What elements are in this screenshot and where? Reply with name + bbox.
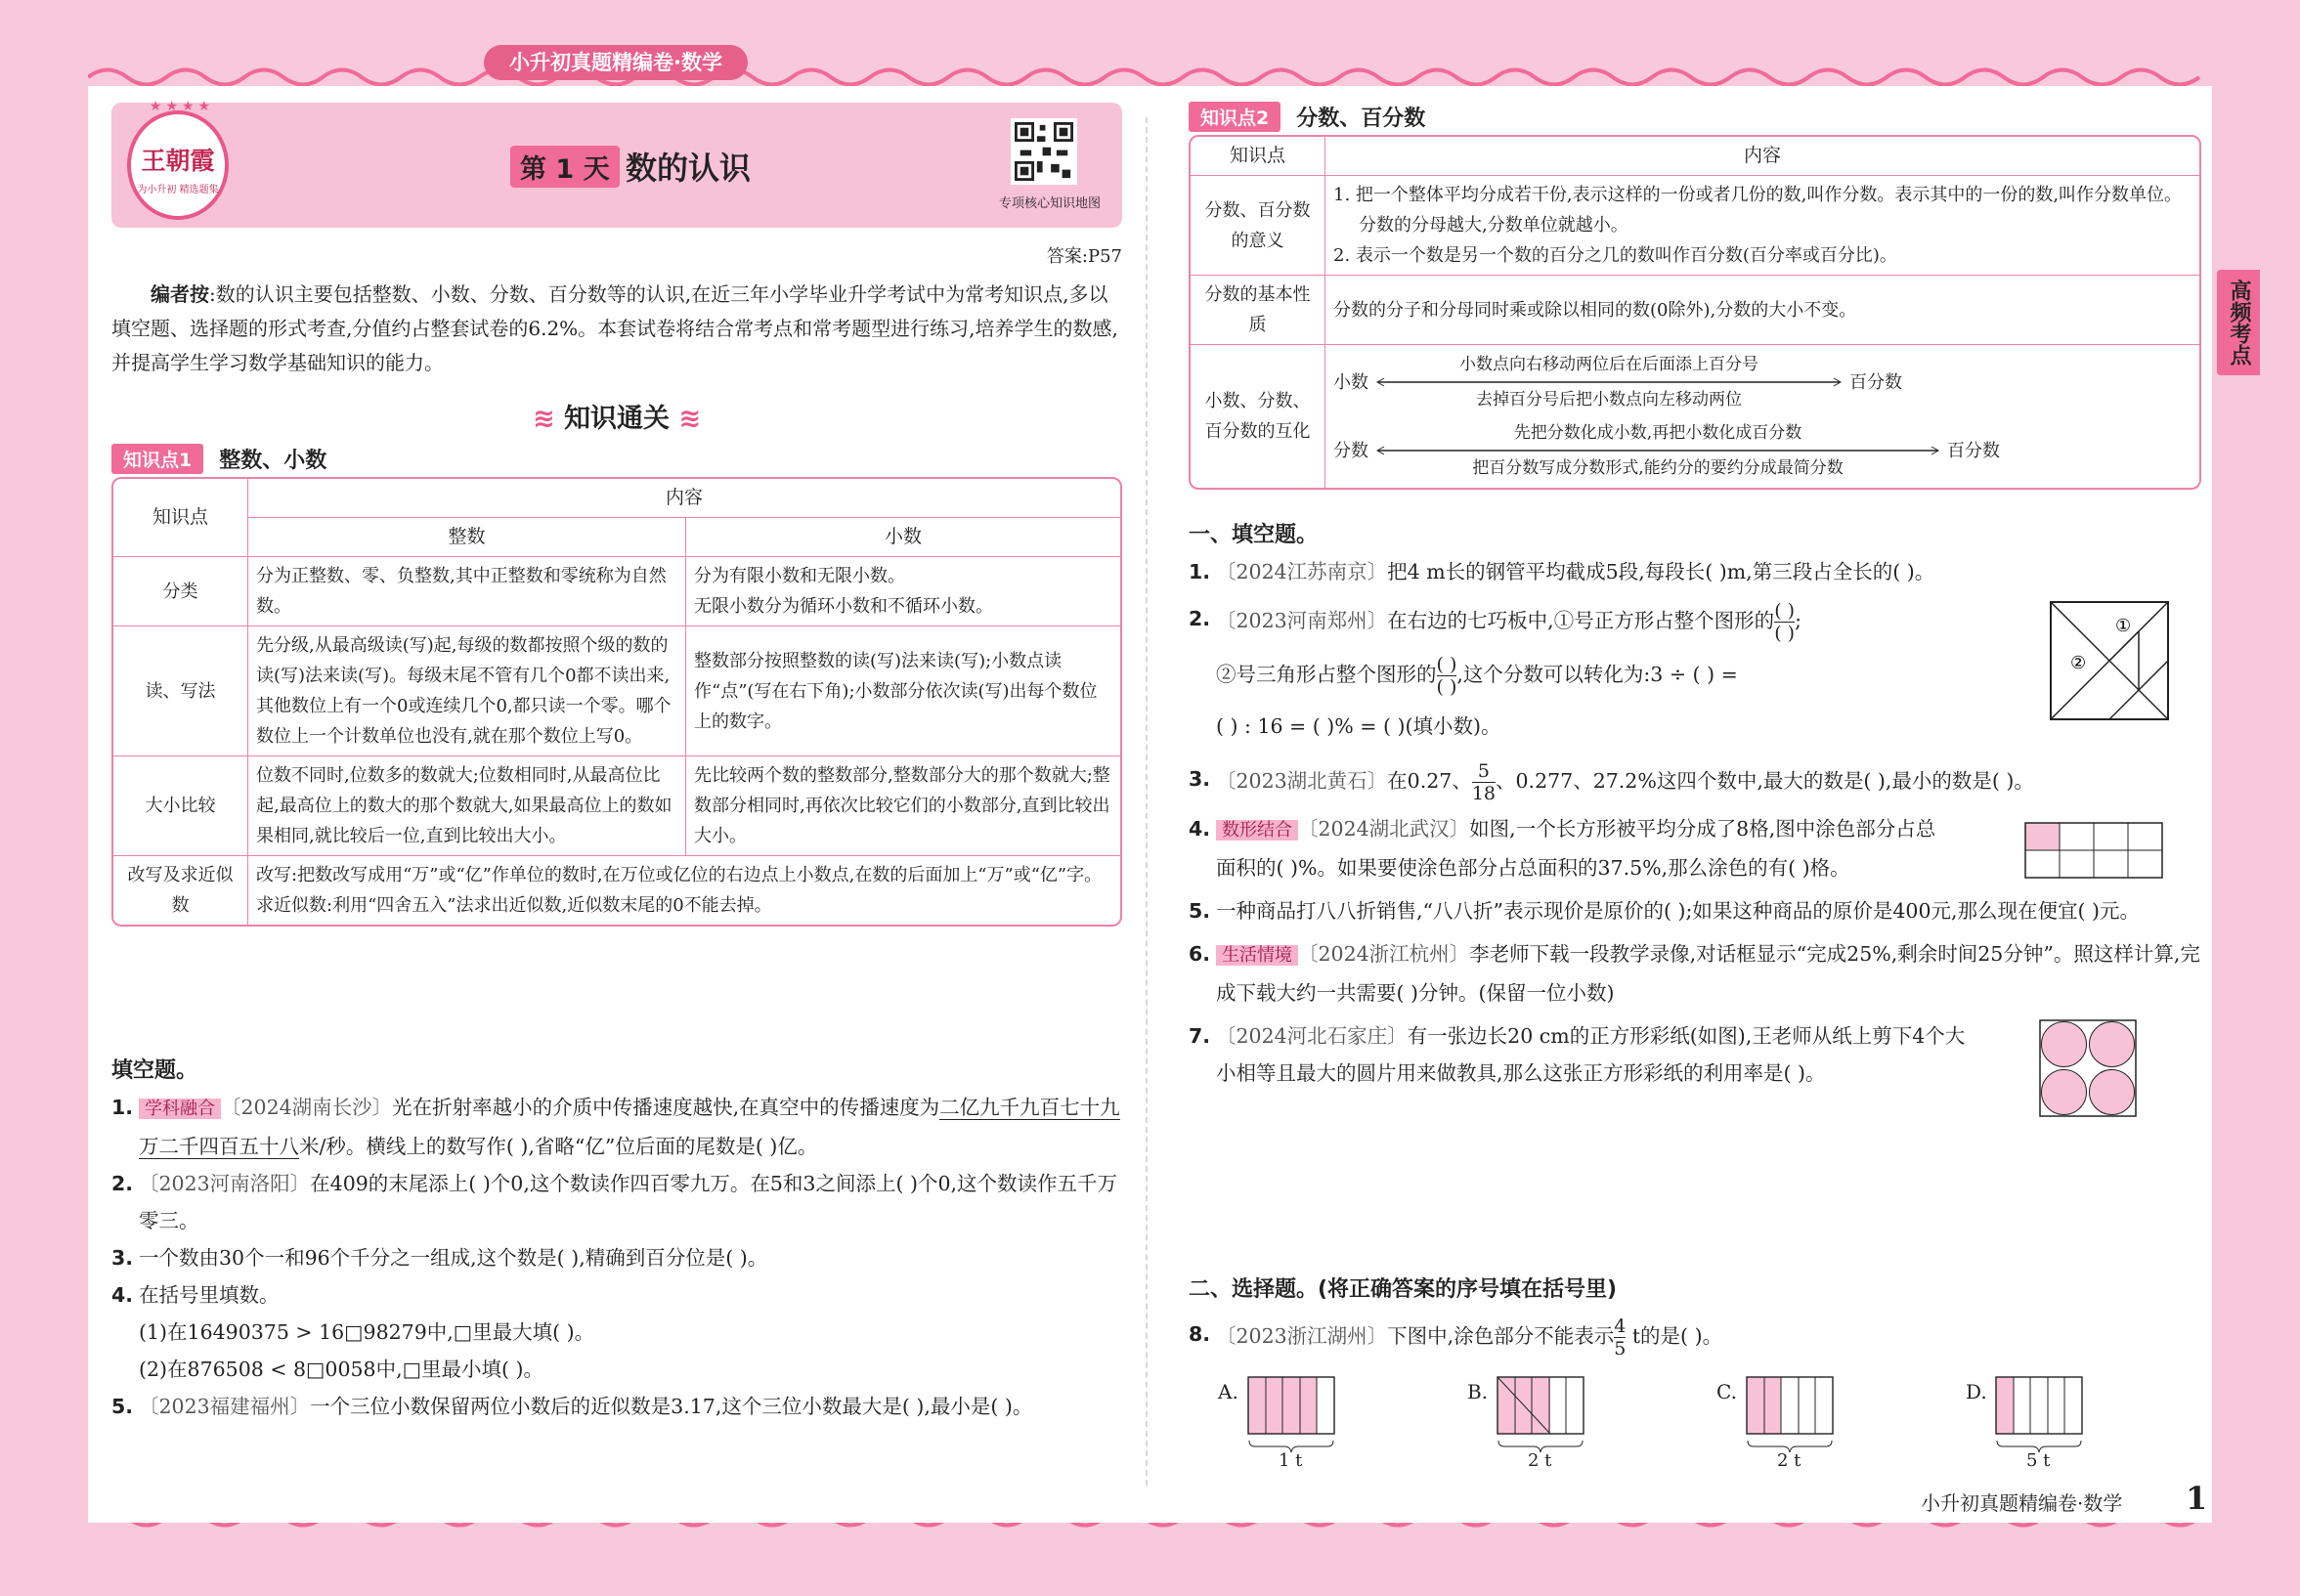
- table-row: 读、写法 先分级,从最高级读(写)起,每级的数都按照个级的数的读(写)法来读(写)。每级末尾不管有几个0都不读出来,其他数位上有一个0或连续几个0,都只读一个零。哪个数位上一个计数单位也没有,就在那个数位上写0。 整数部分按照整数的读(写)法来读(写);小数点读作“点”(写在右下角);小数部分依次读(写)出每个数位上的数字。: [113, 626, 1120, 756]
- conversion-decimal-percent: 小数 小数点向右移动两位后在后面添上百分号 去掉百分号后把小数点向左移动两位 百分数: [1333, 355, 1902, 410]
- question-item: 2. 〔2023河南郑州〕在右边的七巧板中,①号正方形占整个图形的 $\frac{( )}{( )}$ ; ②号三角形占整个图形的 $\frac{( )}{( )}$ ,这个分数可以转化为:3 ÷ ( ) = ( ) : 16 = ( )% = ( )(填小数)。 ① ②: [1189, 600, 2201, 756]
- four-circles-figure: [2039, 1019, 2137, 1117]
- running-header: 小升初真题精编卷·数学: [484, 45, 748, 80]
- kp1-heading: 知识点1 整数、小数: [111, 442, 1122, 475]
- double-arrow-icon: [1374, 376, 1844, 388]
- question-item: 2. 〔2023河南洛阳〕在409的末尾添上( )个0,这个数读作四百零九万。在5和3之间添上( )个0,这个数读作五千万零三。: [111, 1172, 1118, 1232]
- q8-options: A. 1 t B. 2 t C. 2 t D. 5 t: [1189, 1376, 2201, 1474]
- qr-label: 专项核心知识地图: [998, 196, 1101, 211]
- kp2-table: 知识点 内容 分数、百分数的意义 1. 把一个整体平均分成若干份,表示这样的一份或者几份的数,叫作分数。表示其中的一份的数,叫作分数单位。分数的分母越大,分数单位就越小。 2. 表示一个数是另一个数的百分之几的数叫作百分数(百分率或百分比)。 分数的基本性质 分数的分子和分母同时乘或除以相同的数(0除外),分数的大小不变。 小数、分数、百分数的互化 小数 小数点向右移动两位后在后面添上百分号 去掉百分号后把小数点向左移动两位 百分数 分数 先把分数化成小数,再把小数化成百分数 把百分数写成分数形式,能约分的要约分成最简分数 百分数: [1189, 135, 2201, 490]
- question-item: 5. 〔2023福建福州〕一个三位小数保留两位小数后的近似数是3.17,这个三位小数最大是( ),最小是( )。: [111, 1395, 1033, 1418]
- question-item: 4. 在括号里填数。 (1)在16490375 > 16□98279中,□里最大填( )。 (2)在876508 < 8□0058中,□里最小填( )。: [111, 1283, 595, 1381]
- day-badge: 第 1 天: [510, 146, 620, 188]
- page-number: 1: [2186, 1480, 2208, 1517]
- left-questions: [111, 1089, 1122, 1425]
- table-row: 分数的基本性质 分数的分子和分母同时乘或除以相同的数(0除外),分数的大小不变。: [1191, 276, 2199, 345]
- kp2-heading: 知识点2 分数、百分数: [1189, 100, 2201, 133]
- question-item: 3. 〔2023湖北黄石〕在0.27、 $\frac{5}{18}$ 、0.277、27.2%这四个数中,最大的数是( ),最小的数是( )。: [1189, 760, 2034, 804]
- question-item: 1. 学科融合 〔2024湖南长沙〕光在折射率越小的介质中传播速度越快,在真空中的传播速度为二亿九千九百七十九万二千四百五十八米/秒。横线上的数写作( ),省略“亿”位后面的尾数是( )亿。: [111, 1096, 1120, 1158]
- day-header: [111, 99, 1122, 228]
- table-row: 改写及求近似数 改写:把数改写成用“万”或“亿”作单位的数时,在万位或亿位的右边点上小数点,在数的后面加上“万”或“亿”字。 求近似数:利用“四舍五入”法求出近似数,近似数末尾的0不能去掉。: [113, 856, 1120, 925]
- side-tab[interactable]: 高频考点: [2217, 270, 2260, 375]
- table-row: 分类 分为正整数、零、负整数,其中正整数和零统称为自然数。 分为有限小数和无限小数。 无限小数分为循环小数和不循环小数。: [113, 557, 1120, 626]
- question-item: 5. 一种商品打八八折销售,“八八折”表示现价是原价的( );如果这种商品的原价是400元,那么现在便宜( )元。: [1189, 899, 2141, 923]
- fill-heading: 一、填空题。: [1189, 523, 1319, 547]
- question-item: 3. 一个数由30个一和96个千分之一组成,这个数是( ),精确到百分位是( )。: [111, 1246, 768, 1270]
- question-item: 4. 数形结合 〔2024湖北武汉〕如图,一个长方形被平均分成了8格,图中涂色部分占总面积的( )%。如果要使涂色部分占总面积的37.5%,那么涂色的有( )格。: [1189, 810, 2201, 886]
- conversion-fraction-percent: 分数 先把分数化成小数,再把小数化成百分数 把百分数写成分数形式,能约分的要约分成最简分数 百分数: [1333, 423, 2000, 478]
- page-title: 数的认识: [626, 150, 752, 187]
- svg-text:①: ①: [2115, 616, 2132, 636]
- answer-reference: 答案:P57: [1046, 246, 1122, 267]
- double-arrow-icon: [1374, 445, 1941, 456]
- svg-text:②: ②: [2070, 653, 2087, 673]
- right-questions: [1189, 553, 2201, 1092]
- kp1-table: 知识点 内容 整数 小数 分类 分为正整数、零、负整数,其中正整数和零统称为自然数。 分为有限小数和无限小数。 无限小数分为循环小数和不循环小数。 读、写法 先分级,从最高级读(写)起,每级的数都按照个级的数的读(写)法来读(写)。每级末尾不管有几个0都不读出来,其他数位上有一个0或连续几个0,都只读一个零。哪个数位上一个计数单位也没有,就在那个数位上写0。 整数部分按照整数的读(写)法来读(写);小数点读作“点”(写在右下角);小数部分依次读(写)出每个数位上的数字。 大小比较 位数不同时,位数多的数就大;位数相同时,从最高位比起,最高位上的数大的那个数就大,如果最高位上的数如果相同,就比较后一位,直到比较出大小。 先比较两个数的整数部分,整数部分大的那个数就大;整数部分相同时,再依次比较它们的小数部分,直到比较出大小。 改写及求近似数 改写:把数改写成用“万”或“亿”作单位的数时,在万位或亿位的右边点上小数点,在数的后面加上“万”或“亿”字。 求近似数:利用“四舍五入”法求出近似数,近似数末尾的0不能去掉。: [111, 477, 1122, 927]
- table-row: 分数、百分数的意义 1. 把一个整体平均分成若干份,表示这样的一份或者几份的数,叫作分数。表示其中的一份的数,叫作分数单位。分数的分母越大,分数单位就越小。 2. 表示一个数是另一个数的百分之几的数叫作百分数(百分率或百分比)。: [1191, 176, 2199, 276]
- question-item: 6. 生活情境 〔2024浙江杭州〕李老师下载一段教学录像,对话框显示“完成25%,剩余时间25分钟”。照这样计算,完成下载大约一共需要( )分钟。(保留一位小数): [1189, 942, 2200, 1005]
- question-8: 8. 〔2023浙江湖州〕下图中,涂色部分不能表示 $\frac{4}{5}$ t的是( )。: [1189, 1316, 1723, 1359]
- intro-paragraph: 编者按:数的认识主要包括整数、小数、分数、百分数等的认识,在近三年小学毕业升学考试中为常考知识点,多以填空题、选择题的形式考查,分值约占整套试卷的6.2%。本套试卷将结合常考点和常考题型进行练习,培养学生的数感,并提高学生学习数学基础知识的能力。: [111, 282, 1118, 374]
- table-row: 大小比较 位数不同时,位数多的数就大;位数相同时,从最高位比起,最高位上的数大的那个数就大,如果最高位上的数如果相同,就比较后一位,直到比较出大小。 先比较两个数的整数部分,整数部分大的那个数就大;整数部分相同时,再依次比较它们的小数部分,直到比较出大小。: [113, 756, 1120, 856]
- brand-logo: ★★★★ 王朝霞 为小升初 精选题集: [127, 110, 229, 220]
- table-row: 小数、分数、百分数的互化 小数 小数点向右移动两位后在后面添上百分号 去掉百分号后把小数点向左移动两位 百分数 分数 先把分数化成小数,再把小数化成百分数 把百分数写成分数形式,能约分的要约分成最简分数 百分数: [1191, 345, 2199, 488]
- left-question-heading: 填空题。: [111, 1058, 198, 1083]
- question-item: 1. 〔2024江苏南京〕把4 m长的钢管平均截成5段,每段长( )m,第三段占全长的( )。: [1189, 560, 1935, 583]
- section-title: ≋ 知识通关 ≋: [532, 404, 702, 434]
- qr-code-icon[interactable]: [1011, 118, 1077, 185]
- choice-heading: 二、选择题。(将正确答案的序号填在括号里): [1189, 1277, 1618, 1302]
- footer-text: 小升初真题精编卷·数学: [1921, 1491, 2123, 1515]
- tangram-figure: [2049, 600, 2170, 721]
- rectangle-grid-figure: [2024, 822, 2163, 879]
- fold-line: [1146, 117, 1148, 1486]
- question-item: 7. 〔2024河北石家庄〕有一张边长20 cm的正方形彩纸(如图),王老师从纸上剪下4个大小相等且最大的圆片用来做教具,那么这张正方形彩纸的利用率是( )。: [1189, 1017, 2201, 1092]
